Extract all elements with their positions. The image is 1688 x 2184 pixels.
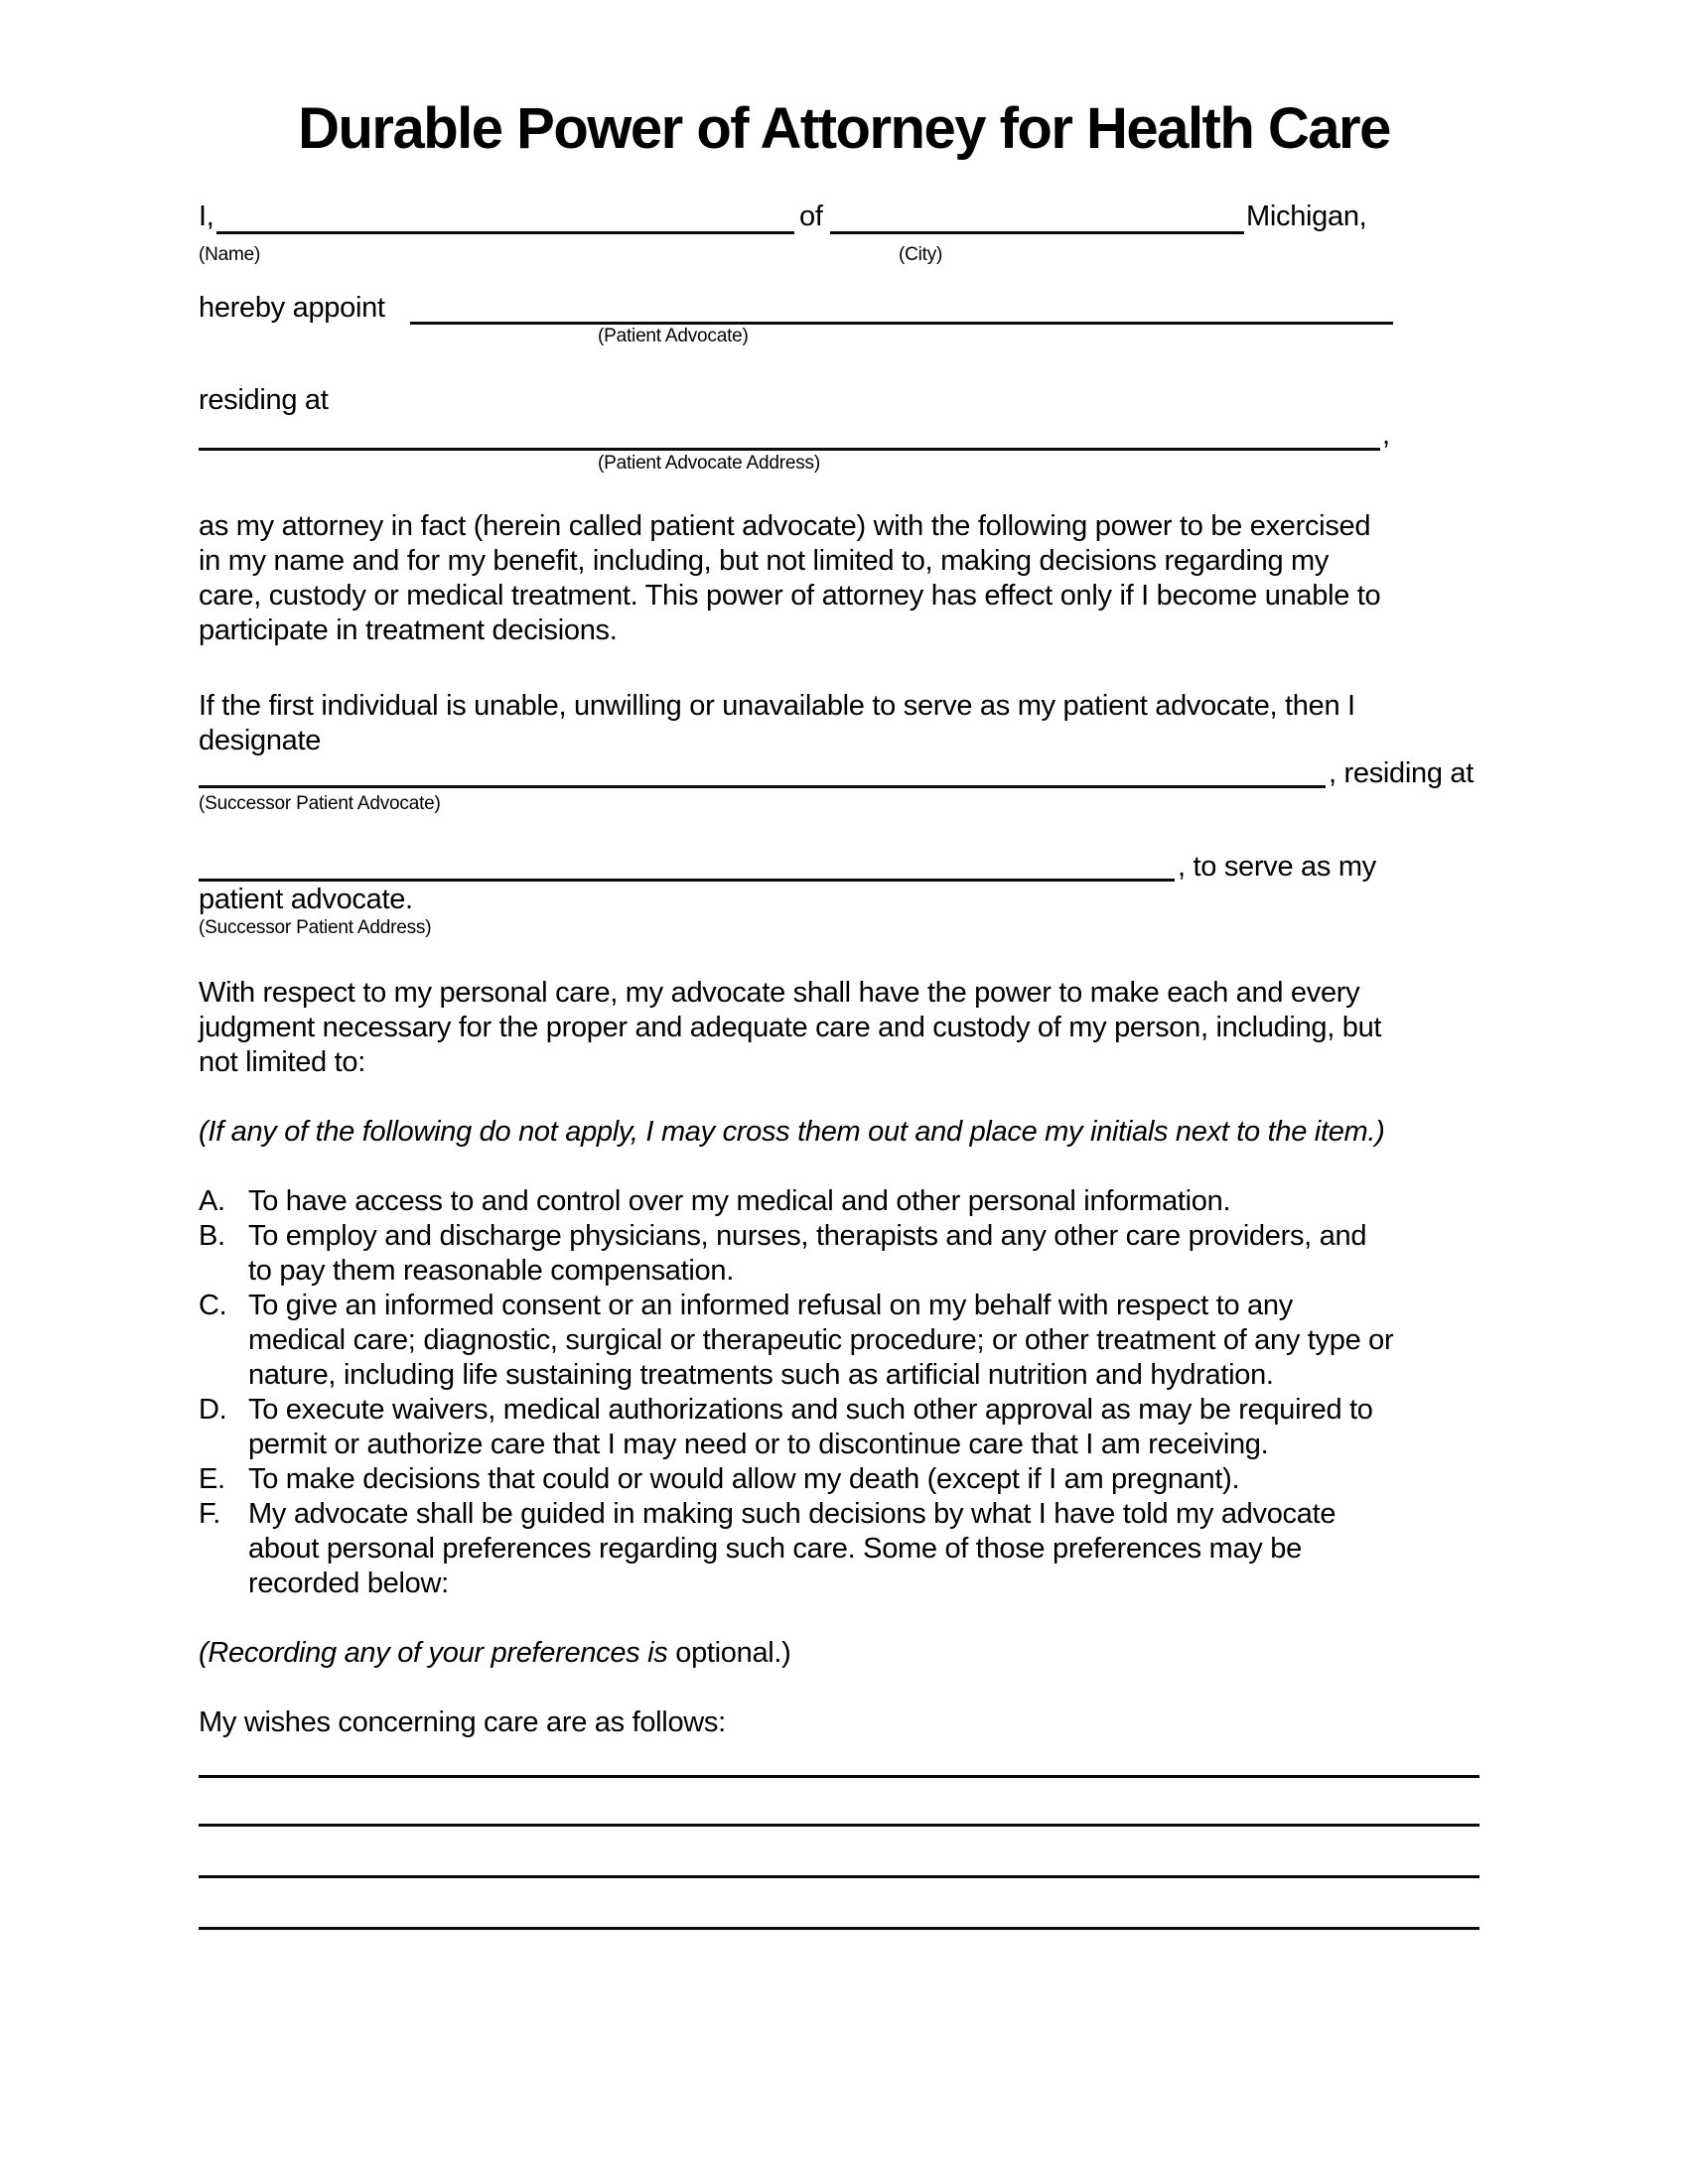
- to-serve-suffix: , to serve as my: [1178, 851, 1376, 883]
- successor-advocate-field-line[interactable]: [199, 785, 1326, 788]
- list-item-letter: C.: [199, 1290, 227, 1321]
- paragraph-line: in my name and for my benefit, including, but not limited to, making decisions regarding my: [199, 545, 1330, 577]
- recording-note-italic: (Recording any of your preferences is: [199, 1637, 668, 1669]
- paragraph-line: With respect to my personal care, my advocate shall have the power to make each and every: [199, 977, 1360, 1009]
- list-item-line: To have access to and control over my medical and other personal information.: [248, 1185, 1231, 1217]
- city-caption: (City): [899, 244, 943, 265]
- name-caption: (Name): [199, 244, 261, 265]
- residing-at-suffix: , residing at: [1329, 757, 1475, 789]
- wishes-line-1[interactable]: [199, 1775, 1479, 1778]
- paragraph-line: participate in treatment decisions.: [199, 614, 618, 646]
- list-item: [199, 1462, 1393, 1497]
- patient-advocate-address-caption: (Patient Advocate Address): [598, 453, 820, 474]
- list-item-line: To execute waivers, medical authorizations and such other approval as may be required to: [248, 1394, 1373, 1426]
- list-item-line: recorded below:: [248, 1568, 449, 1599]
- list-item-line: To give an informed consent or an informed refusal on my behalf with respect to any: [248, 1290, 1293, 1321]
- list-item: [199, 1497, 1393, 1601]
- patient-advocate-continuation: patient advocate.: [199, 884, 413, 915]
- list-item-line: To make decisions that could or would allow my death (except if I am pregnant).: [248, 1463, 1240, 1495]
- wishes-line-2[interactable]: [199, 1824, 1479, 1827]
- recording-note: [199, 1636, 791, 1671]
- list-item-line: medical care; diagnostic, surgical or therapeutic procedure; or other treatment of any type or: [248, 1324, 1394, 1356]
- patient-advocate-field-line[interactable]: [410, 322, 1393, 325]
- paragraph-line: judgment necessary for the proper and adequate care and custody of my person, including, but: [199, 1012, 1382, 1043]
- cross-out-note: (If any of the following do not apply, I may cross them out and place my initials next to the item.): [199, 1116, 1385, 1148]
- wishes-line-3[interactable]: [199, 1875, 1479, 1878]
- city-field-line[interactable]: [830, 231, 1244, 234]
- paragraph-line: care, custody or medical treatment. This power of attorney has effect only if I become unable to: [199, 580, 1381, 612]
- successor-paragraph: [199, 689, 1355, 758]
- list-item-line: To employ and discharge physicians, nurses, therapists and any other care providers, and: [248, 1220, 1367, 1252]
- list-item: [199, 1219, 1393, 1289]
- list-item: [199, 1184, 1393, 1219]
- state-label: Michigan,: [1246, 201, 1367, 232]
- successor-advocate-caption: (Successor Patient Advocate): [199, 793, 441, 814]
- recording-note-regular: optional.): [667, 1637, 791, 1669]
- list-item-letter: B.: [199, 1220, 225, 1252]
- patient-advocate-address-field-line[interactable]: [199, 448, 1380, 451]
- list-item-line: to pay them reasonable compensation.: [248, 1255, 734, 1287]
- list-item-letter: D.: [199, 1394, 227, 1426]
- personal-care-paragraph: [199, 976, 1381, 1080]
- name-field-line[interactable]: [216, 231, 794, 234]
- list-item: [199, 1393, 1393, 1462]
- list-item: [199, 1289, 1393, 1393]
- powers-paragraph: [199, 509, 1380, 648]
- address-trailing-comma: ,: [1382, 419, 1390, 451]
- list-item-letter: A.: [199, 1185, 225, 1217]
- list-item-line: nature, including life sustaining treatments such as artificial nutrition and hydration.: [248, 1359, 1274, 1391]
- powers-list: [199, 1184, 1393, 1601]
- list-item-line: about personal preferences regarding such care. Some of those preferences may be: [248, 1533, 1302, 1565]
- paragraph-line: as my attorney in fact (herein called patient advocate) with the following power to be exercised: [199, 510, 1371, 542]
- hereby-appoint-label: hereby appoint: [199, 292, 385, 324]
- list-item-line: permit or authorize care that I may need or to discontinue care that I am receiving.: [248, 1429, 1269, 1460]
- paragraph-line: If the first individual is unable, unwilling or unavailable to serve as my patient advocate, then I: [199, 690, 1355, 722]
- successor-address-field-line[interactable]: [199, 879, 1175, 882]
- paragraph-line: designate: [199, 725, 322, 756]
- list-item-line: My advocate shall be guided in making such decisions by what I have told my advocate: [248, 1498, 1336, 1530]
- pronoun-i-label: I,: [199, 201, 214, 232]
- list-item-letter: E.: [199, 1463, 225, 1495]
- paragraph-line: not limited to:: [199, 1046, 365, 1078]
- wishes-heading: My wishes concerning care are as follows:: [199, 1706, 726, 1738]
- list-item-letter: F.: [199, 1498, 220, 1530]
- residing-at-label: residing at: [199, 384, 329, 416]
- successor-address-caption: (Successor Patient Address): [199, 917, 432, 938]
- wishes-line-4[interactable]: [199, 1927, 1479, 1930]
- patient-advocate-caption: (Patient Advocate): [598, 326, 749, 346]
- of-label: of: [799, 201, 823, 232]
- page-title: Durable Power of Attorney for Health Care: [298, 96, 1390, 161]
